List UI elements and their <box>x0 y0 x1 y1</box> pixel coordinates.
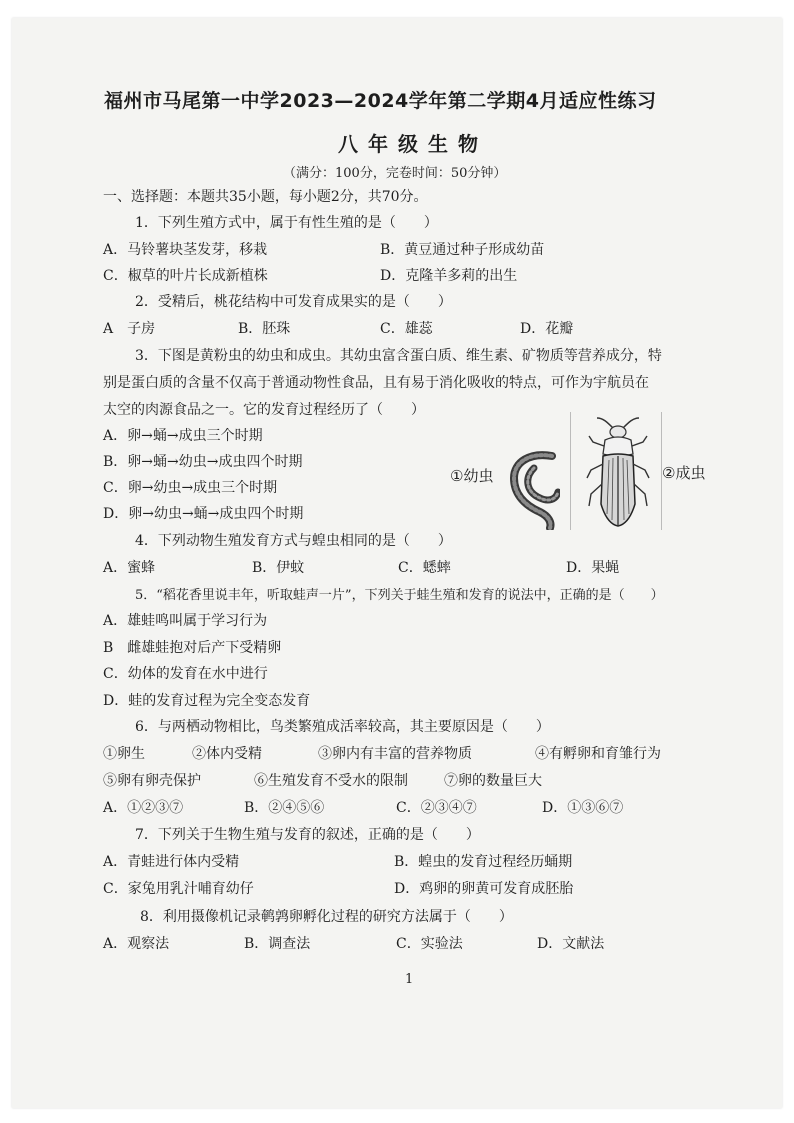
q3-stem-line2: 别是蛋白质的含量不仅高于普通动物性食品，且有易于消化吸收的特点，可作为宇航员在 <box>103 375 649 391</box>
q6-option-d: D．①③⑥⑦ <box>542 800 624 816</box>
q5-option-d: D．蛙的发育过程为完全变态发育 <box>103 693 311 709</box>
q6-item-1: ①卵生 <box>103 746 145 762</box>
q2-stem: 2．受精后，桃花结构中可发育成果实的是（ ） <box>135 294 452 310</box>
q6-item-6: ⑥生殖发育不受水的限制 <box>254 773 408 789</box>
q8-option-b: B．调查法 <box>244 936 311 952</box>
larva-label: ①幼虫 <box>450 467 494 485</box>
exam-subject: 八年级生物 <box>338 132 488 156</box>
q3-stem-line1: 3．下图是黄粉虫的幼虫和成虫。其幼虫富含蛋白质、维生素、矿物质等营养成分，特 <box>135 348 662 364</box>
q3-option-c: C．卵→幼虫→成虫三个时期 <box>103 480 278 496</box>
q5-option-c: C．幼体的发育在水中进行 <box>103 666 268 682</box>
q4-option-a: A．蜜蜂 <box>103 560 156 576</box>
q4-option-d: D．果蝇 <box>566 560 620 576</box>
q6-option-c: C．②③④⑦ <box>396 800 477 816</box>
mealworm-beetle-figure <box>583 414 653 530</box>
q4-stem: 4．下列动物生殖发育方式与蝗虫相同的是（ ） <box>135 533 452 549</box>
q1-option-b: B．黄豆通过种子形成幼苗 <box>380 242 545 258</box>
q3-option-a: A．卵→蛹→成虫三个时期 <box>103 428 263 444</box>
q5-option-a: A．雄蛙鸣叫属于学习行为 <box>103 613 268 629</box>
q1-option-c: C．椒草的叶片长成新植株 <box>103 268 268 284</box>
q7-option-d: D．鸡卵的卵黄可发育成胚胎 <box>394 881 574 897</box>
q6-stem: 6．与两栖动物相比，鸟类繁殖成活率较高，其主要原因是（ ） <box>135 719 550 735</box>
q8-option-d: D．文献法 <box>537 936 605 952</box>
q1-option-a: A．马铃薯块茎发芽，移栽 <box>103 242 268 258</box>
q8-option-c: C．实验法 <box>396 936 463 952</box>
q7-option-a: A．青蛙进行体内受精 <box>103 854 240 870</box>
q3-stem-line3: 太空的肉源食品之一。它的发育过程经历了（ ） <box>103 402 425 418</box>
exam-meta: （满分：100分，完卷时间：50分钟） <box>283 166 507 181</box>
q7-option-c: C．家兔用乳汁哺育幼仔 <box>103 881 254 897</box>
section-heading: 一、选择题：本题共35小题，每小题2分，共70分。 <box>103 189 428 205</box>
q6-item-2: ②体内受精 <box>192 746 262 762</box>
q6-item-5: ⑤卵有卵壳保护 <box>103 773 201 789</box>
q6-item-4: ④有孵卵和育雏行为 <box>535 746 661 762</box>
q2-option-c: C．雄蕊 <box>380 321 433 337</box>
q2-option-b: B．胚珠 <box>238 321 291 337</box>
exam-title: 福州市马尾第一中学2023—2024学年第二学期4月适应性练习 <box>104 90 657 112</box>
q1-stem: 1．下列生殖方式中，属于有性生殖的是（ ） <box>135 215 438 231</box>
q6-item-7: ⑦卵的数量巨大 <box>444 773 542 789</box>
adult-label: ②成虫 <box>662 464 706 482</box>
q4-option-c: C．蟋蟀 <box>398 560 451 576</box>
q3-option-b: B．卵→蛹→幼虫→成虫四个时期 <box>103 454 303 470</box>
page-number: 1 <box>405 972 414 987</box>
q7-stem: 7．下列关于生物生殖与发育的叙述，正确的是（ ） <box>135 827 480 843</box>
q6-option-b: B．②④⑤⑥ <box>244 800 325 816</box>
q3-option-d: D．卵→幼虫→蛹→成虫四个时期 <box>103 506 304 522</box>
q8-option-a: A．观察法 <box>103 936 170 952</box>
q8-stem: 8．利用摄像机记录鹌鹑卵孵化过程的研究方法属于（ ） <box>140 909 513 925</box>
q5-stem: 5．“稻花香里说丰年，听取蛙声一片”，下列关于蛙生殖和发育的说法中，正确的是（ ） <box>135 588 664 603</box>
q6-item-3: ③卵内有丰富的营养物质 <box>318 746 472 762</box>
mealworm-larva-figure <box>500 448 560 530</box>
q2-option-a: A 子房 <box>103 321 156 337</box>
q7-option-b: B．蝗虫的发育过程经历蛹期 <box>394 854 573 870</box>
q5-option-b: B 雌雄蛙抱对后产下受精卵 <box>103 640 282 656</box>
q1-option-d: D．克隆羊多莉的出生 <box>380 268 518 284</box>
q4-option-b: B．伊蚊 <box>252 560 305 576</box>
q6-option-a: A．①②③⑦ <box>103 800 184 816</box>
q2-option-d: D．花瓣 <box>520 321 574 337</box>
